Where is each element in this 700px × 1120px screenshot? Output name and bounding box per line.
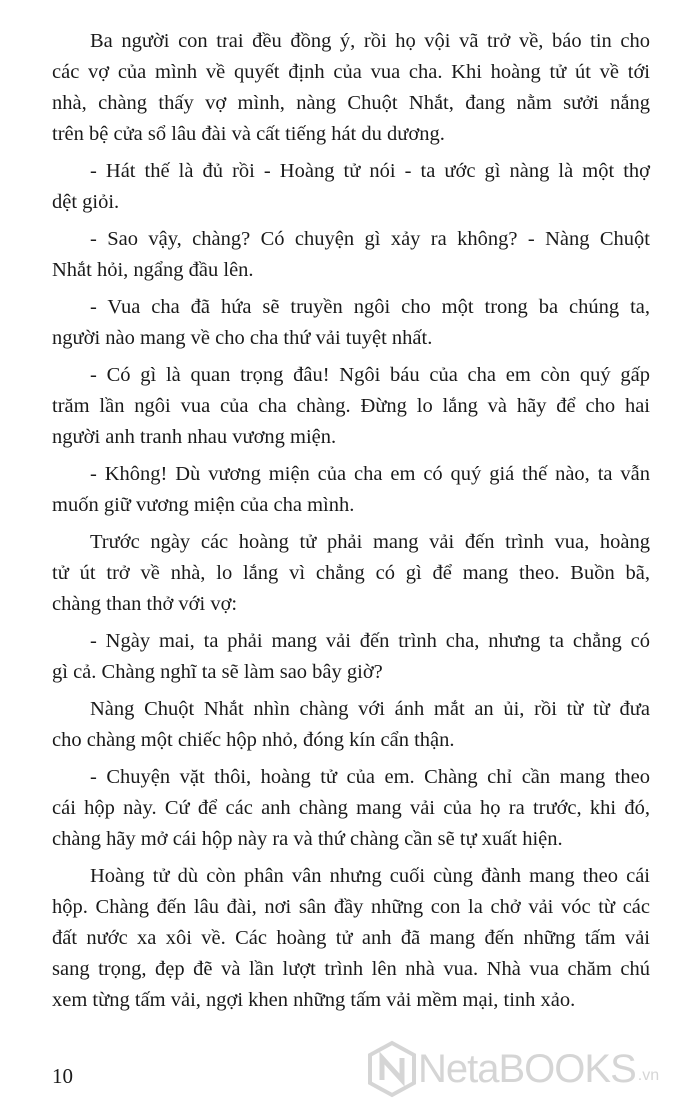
text-line: - Sao vậy, chàng? Có chuyện gì xảy ra không? - Nàng Chuột — [90, 228, 650, 250]
watermark-brand: NetaBOOKS — [418, 1046, 636, 1091]
text-line: - Vua cha đã hứa sẽ truyền ngôi cho một trong ba chúng ta, — [90, 296, 650, 318]
paragraph — [52, 26, 650, 150]
text-line: - Chuyện vặt thôi, hoàng tử của em. Chàng chỉ cần mang theo — [90, 766, 650, 788]
page-number: 10 — [52, 1064, 73, 1088]
paragraph — [52, 156, 650, 218]
text-line: người nào mang về cho cha thứ vải tuyệt nhất. — [52, 327, 433, 349]
text-line: đất nước xa xôi về. Các hoàng tử anh đã mang đến những tấm vải — [52, 927, 650, 949]
paragraph — [52, 762, 650, 855]
paragraph — [52, 360, 650, 453]
watermark-tld: .vn — [637, 1067, 660, 1084]
text-line: trăm lần ngôi vua của cha chàng. Đừng lo lắng và hãy để cho hai — [52, 395, 650, 417]
text-line: xem từng tấm vải, ngợi khen những tấm vải mềm mại, tinh xảo. — [52, 989, 576, 1011]
text-line: sang trọng, đẹp đẽ và lần lượt trình lên nhà vua. Nhà vua chăm chú — [52, 958, 650, 980]
text-line: dệt giỏi. — [52, 191, 120, 213]
text-line: - Hát thế là đủ rồi - Hoàng tử nói - ta ước gì nàng là một thợ — [90, 160, 650, 182]
text-line: nhà, chàng thấy vợ mình, nàng Chuột Nhắt, đang nằm sưởi nắng — [52, 92, 650, 114]
body-text — [52, 26, 650, 1022]
paragraph — [52, 224, 650, 286]
text-line: các vợ của mình về quyết định của vua cha. Khi hoàng tử út về tới — [52, 61, 650, 83]
text-line: cái hộp này. Cứ để các anh chàng mang vải của họ ra trước, khi đó, — [52, 797, 650, 819]
paragraph — [52, 527, 650, 620]
text-line: Nhắt hỏi, ngẩng đầu lên. — [52, 259, 254, 281]
text-line: - Ngày mai, ta phải mang vải đến trình cha, nhưng ta chẳng có — [90, 630, 650, 652]
text-line: - Không! Dù vương miện của cha em có quý giá thế nào, ta vẫn — [90, 463, 650, 485]
text-line: Ba người con trai đều đồng ý, rồi họ vội vã trở về, báo tin cho — [90, 30, 650, 52]
netabooks-logo-icon — [366, 1040, 418, 1098]
text-line: người anh tranh nhau vương miện. — [52, 426, 337, 448]
text-line: gì cả. Chàng nghĩ ta sẽ làm sao bây giờ? — [52, 661, 383, 683]
paragraph — [52, 626, 650, 688]
text-line: cho chàng một chiếc hộp nhỏ, đóng kín cẩn thận. — [52, 729, 455, 751]
text-line: hộp. Chàng đến lâu đài, nơi sân đầy những con la chở vải vóc từ các — [52, 896, 650, 918]
text-line: Nàng Chuột Nhắt nhìn chàng với ánh mắt an ủi, rồi từ từ đưa — [90, 698, 650, 720]
watermark-logo — [366, 1040, 659, 1098]
paragraph — [52, 292, 650, 354]
text-line: tử út trở về nhà, lo lắng vì chẳng có gì để mang theo. Buồn bã, — [52, 562, 650, 584]
text-line: chàng hãy mở cái hộp này ra và thứ chàng cần sẽ tự xuất hiện. — [52, 828, 563, 850]
text-line: chàng than thở với vợ: — [52, 593, 238, 615]
paragraph — [52, 694, 650, 756]
text-line: Trước ngày các hoàng tử phải mang vải đến trình vua, hoàng — [90, 531, 650, 553]
paragraph — [52, 861, 650, 1016]
text-line: - Có gì là quan trọng đâu! Ngôi báu của cha em còn quý gấp — [90, 364, 650, 386]
paragraph — [52, 459, 650, 521]
text-line: Hoàng tử dù còn phân vân nhưng cuối cùng đành mang theo cái — [90, 865, 650, 887]
text-line: trên bệ cửa sổ lâu đài và cất tiếng hát du dương. — [52, 123, 445, 145]
text-line: muốn giữ vương miện của cha mình. — [52, 494, 355, 516]
